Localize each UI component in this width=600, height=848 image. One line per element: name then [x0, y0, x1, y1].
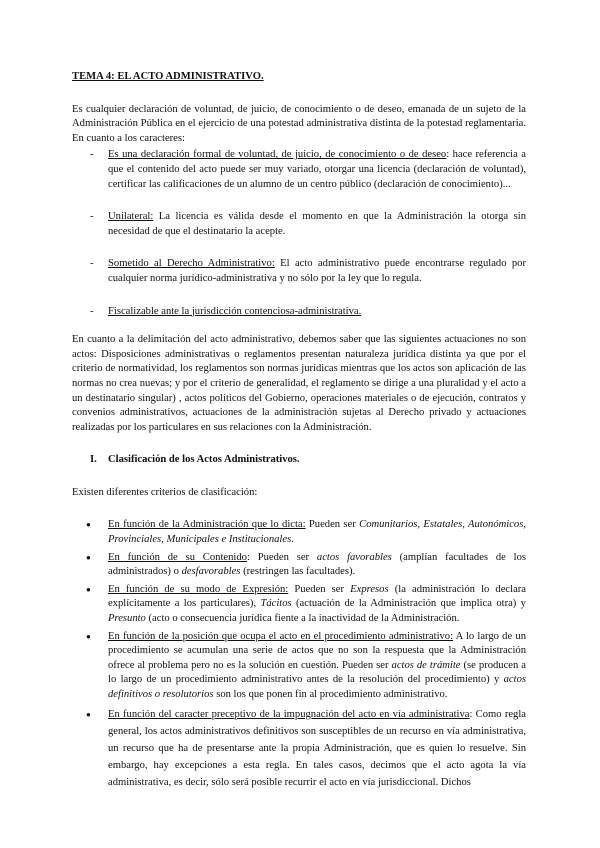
list-item: - Es una declaración formal de voluntad, de juicio, de conocimiento o de deseo: hace referencia a que el contenido del acto puede ser muy variado, otorgar una licencia (declaración de voluntad), certificar las calificaciones de un alumno de un centro público (declaración de conocimiento)...	[108, 148, 526, 192]
list-item: - Sometido al Derecho Administrativo: El acto administrativo puede encontrarse regulado por cualquier norma jurídico-administrativa y no sólo por la ley que lo regula.	[108, 257, 526, 286]
section-heading: I. Clasificación de los Actos Administrativos.	[90, 454, 300, 466]
list-item: ● En función de la posición que ocupa el acto en el procedimiento administrativo: A lo largo de un procedimiento se acumulan una serie de actos que no son la respuesta que la Administración ofrece al problema pero no es la solución en cuestión. Pueden ser actos de trámite (se producen a lo largo de un procedimiento administrativo antes de la resolución del procedimiento) y actos definitivos o resolutorios son los que ponen fin al procedimiento administrativo.	[108, 630, 526, 703]
delimitacion-paragraph: En cuanto a la delimitación del acto administrativo, debemos saber que las siguientes actuaciones no son actos: Disposiciones administrativas o reglamentos presentan naturaleza jurídica distinta ya que por el criterio de normatividad, los reglamentos son normas jurídicas mientras que los actos son aplicación de las normas no crea nuevas; y por el criterio de generalidad, el reglamento se dirige a una pluralidad y el acto a un destinatario singular) , actos políticos del Gobierno, operaciones materiales o de ejecución, contratos y convenios administrativos, actuaciones de la administración sujetas al Derecho privado y actuaciones realizadas por los particulares en sus relaciones con la Administración.	[72, 334, 526, 433]
criterios-intro: Existen diferentes criterios de clasificación:	[72, 486, 258, 498]
page-title: TEMA 4: EL ACTO ADMINISTRATIVO.	[72, 71, 264, 82]
list-item: ● En función del caracter preceptivo de la impugnación del acto en vía administrativa: Como regla general, los actos administrativos definitivos son susceptibles de un recurso en vía administrativa, un recurso que ha de presentarse ante la propia Administración, que es quien lo resuelve. Sin embargo, hay excepciones a esta regla. En tales casos, decimos que el acto agota la vía administrativa, es decir, sólo será posible recurrir el acto en vía jurisdiccional. Dichos	[108, 706, 526, 791]
intro-paragraph: Es cualquier declaración de voluntad, de juicio, de conocimiento o de deseo, emanada de un sujeto de la Administración Pública en el ejercicio de una potestad administrativa distinta de la potestad reglamentaria. En cuanto a los caracteres:	[72, 103, 526, 144]
list-item: ● En función de su Contenido: Pueden ser actos favorables (amplían facultades de los administrados) o desfavorables (restringen las facultades).	[108, 551, 526, 580]
document-page	[72, 70, 526, 794]
caracteres-list	[72, 148, 526, 319]
criterios-list	[72, 518, 526, 790]
list-item: - Unilateral: La licencia es válida desde el momento en que la Administración la otorga sin necesidad de que el destinatario la acepte.	[108, 210, 526, 239]
list-item: ● En función de su modo de Expresión: Pueden ser Expresos (la administración lo declara explícitamente a los particulares), Tácitos (actuación de la Administración que implica otra) y Presunto (acto o consecuencia jurídica fiente a la inactividad de la Administración.	[108, 583, 526, 627]
list-item: - Fiscalizable ante la jurisdicción contenciosa-administrativa.	[108, 305, 526, 320]
list-item: ● En función de la Administración que lo dicta: Pueden ser Comunitarios, Estatales, Autonómicos, Provinciales, Municipales e Institucionales.	[108, 518, 526, 547]
